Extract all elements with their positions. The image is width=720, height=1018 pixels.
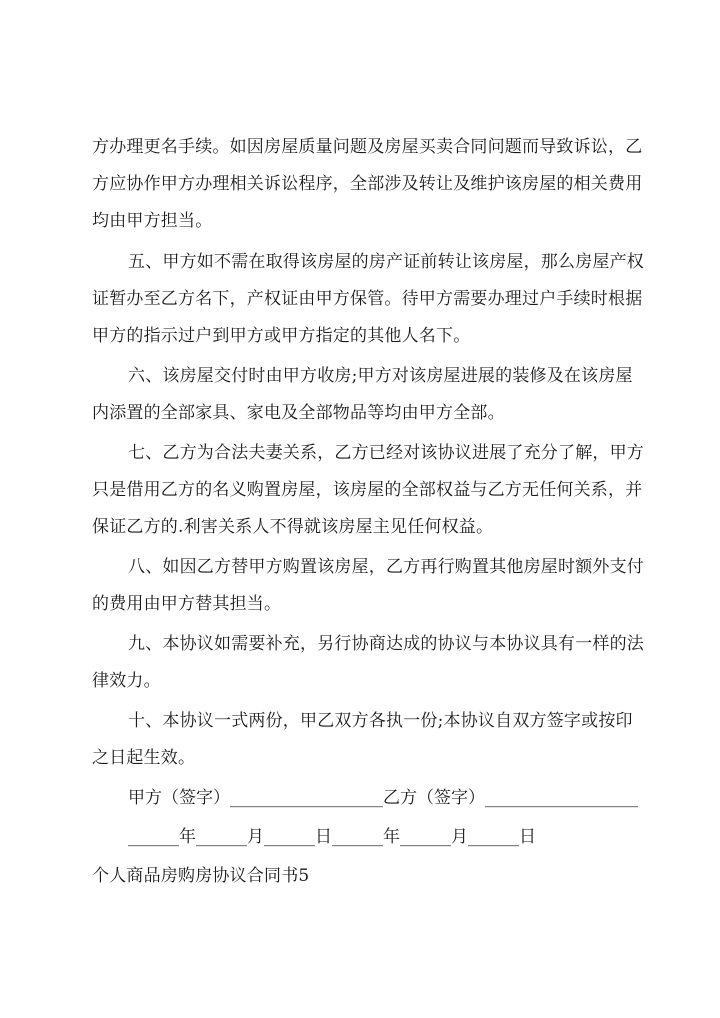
clause-5-line-3: 甲方的指示过户到甲方或甲方指定的其他人名下。: [92, 326, 471, 346]
clause-10-line-2: 之日起生效。: [92, 748, 196, 768]
paragraph-intro-line-1: 方办理更名手续。如因房屋质量问题及房屋买卖合同问题而导致诉讼，乙: [92, 137, 643, 157]
clause-7-line-3: 保证乙方的.利害关系人不得就该房屋主见任何权益。: [92, 517, 494, 537]
clause-8-line-2: 的费用由甲方替其担当。: [92, 594, 282, 614]
next-section-title: 个人商品房购房协议合同书5: [92, 866, 310, 886]
signature-line: 甲方（签字）__________________乙方（签字）__________________: [128, 788, 638, 808]
clause-7-line-1: 七、乙方为合法夫妻关系，乙方已经对该协议进展了充分了解，甲方: [128, 443, 644, 463]
clause-5-line-2: 证暂办至乙方名下，产权证由甲方保管。待甲方需要办理过户手续时根据: [92, 289, 643, 309]
paragraph-intro-line-3: 均由甲方担当。: [92, 211, 213, 231]
clause-6-line-1: 六、该房屋交付时由甲方收房;甲方对该房屋进展的装修及在该房屋: [128, 366, 633, 386]
clause-8-line-1: 八、如因乙方替甲方购置该房屋，乙方再行购置其他房屋时额外支付: [128, 557, 644, 577]
paragraph-intro-line-2: 方应协作甲方办理相关诉讼程序，全部涉及转让及维护该房屋的相关费用: [92, 174, 643, 194]
clause-5-line-1: 五、甲方如不需在取得该房屋的房产证前转让该房屋，那么房屋产权: [128, 252, 644, 272]
clause-9-line-1: 九、本协议如需要补充，另行协商达成的协议与本协议具有一样的法: [128, 634, 644, 654]
clause-7-line-2: 只是借用乙方的名义购置房屋，该房屋的全部权益与乙方无任何关系，并: [92, 480, 643, 500]
date-line: ______年______月______日______年______月______日: [128, 827, 536, 847]
clause-9-line-2: 律效力。: [92, 671, 161, 691]
clause-10-line-1: 十、本协议一式两份，甲乙双方各执一份;本协议自双方签字或按印: [128, 711, 633, 731]
clause-6-line-2: 内添置的全部家具、家电及全部物品等均由甲方全部。: [92, 403, 505, 423]
